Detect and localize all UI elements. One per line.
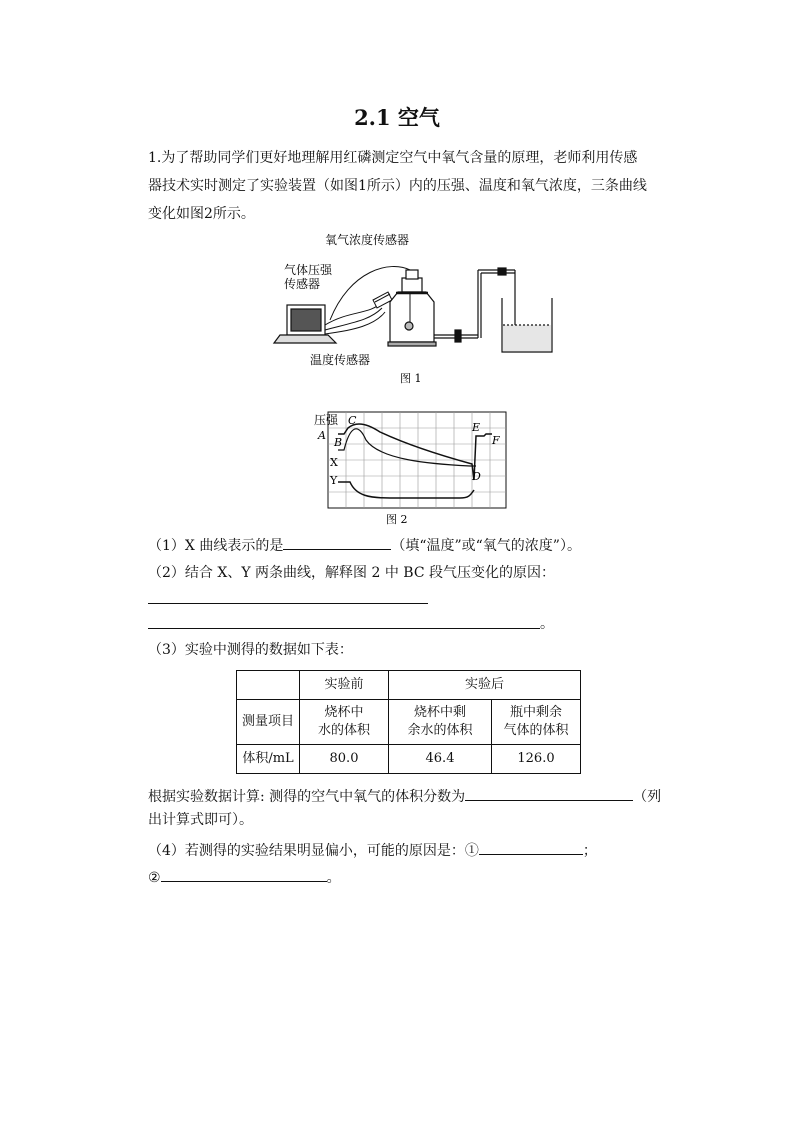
page-title: 2.1 空气 [354,105,440,130]
subquestion-4-line2-prefix: ② [148,870,161,886]
temperature-sensor-label: 温度传感器 [310,353,371,367]
beaker-icon [502,298,552,352]
calculation-line-2: 出计算式即可）。 [148,812,253,828]
pressure-probe-icon [373,292,392,308]
subquestion-4-prefix: （4）若测得的实验结果明显偏小，可能的原因是：① [148,843,479,859]
answer-line-2a[interactable] [148,603,428,604]
subquestion-4 [148,839,597,861]
delivery-tube-icon [434,268,515,342]
figure-2-graph [310,410,510,528]
calculation-prefix: 根据实验数据计算: 测得的空气中氧气的体积分数为 [148,789,466,805]
subquestion-4-line2 [148,866,341,888]
table-corner-cell [237,671,300,700]
flask-icon [388,270,436,346]
curve-x-label: X [330,456,338,469]
header-before: 实验前 [300,671,389,700]
point-a-label: A [318,429,326,442]
row-label-volume: 体积/mL [237,745,300,774]
pressure-sensor-label-line2: 传感器 [284,277,321,291]
calculation-line [148,785,661,807]
answer-blank-4b[interactable] [161,866,327,882]
answer-blank-1[interactable] [283,534,391,550]
subquestion-2-end: 。 [540,616,554,632]
figure-1-apparatus [270,230,560,390]
col-3-header: 瓶中剩余 气体的体积 [492,700,581,745]
subquestion-1-prefix: （1）X 曲线表示的是 [148,538,284,554]
point-b-label: B [334,436,343,449]
subquestion-3: （3）实验中测得的数据如下表： [148,642,353,658]
figure-2-caption: 图 2 [386,513,408,526]
data-table [236,670,581,774]
subquestion-1-suffix: （填“温度”或“氧气的浓度”）。 [391,538,581,554]
answer-line-2b[interactable] [148,628,540,629]
answer-blank-calc[interactable] [465,785,633,801]
figure-1-caption: 图 1 [400,372,422,385]
row-label-item: 测量项目 [237,700,300,745]
answer-blank-4a[interactable] [479,839,583,855]
pressure-axis-label: 压强 [314,413,339,427]
header-after: 实验后 [389,671,581,700]
value-gas-remaining: 126.0 [492,745,581,774]
subquestion-1 [148,534,581,556]
subquestion-4-separator: ； [582,843,597,859]
value-water-after: 46.4 [389,745,492,774]
point-f-label: F [492,434,500,447]
subquestion-4-end: 。 [326,870,341,886]
subquestion-2: （2）结合 X、Y 两条曲线，解释图 2 中 BC 段气压变化的原因： [148,565,555,581]
col-2-header: 烧杯中剩 余水的体积 [389,700,492,745]
col-1-header: 烧杯中 水的体积 [300,700,389,745]
calculation-suffix: （列 [633,789,662,805]
value-water-before: 80.0 [300,745,389,774]
oxygen-sensor-label: 氧气浓度传感器 [325,233,410,247]
point-d-label: D [472,470,481,483]
question-1-intro: 1.为了帮助同学们更好地理解用红磷测定空气中氧气含量的原理，老师利用传感器技术实时测定了实验装置（如图1所示）内的压强、温度和氧气浓度，三条曲线变化如图2所示。 [148,150,647,222]
point-c-label: C [348,414,357,427]
point-e-label: E [472,421,481,434]
pressure-sensor-label-line1: 气体压强 [284,263,333,277]
curve-y-label: Y [330,474,338,487]
